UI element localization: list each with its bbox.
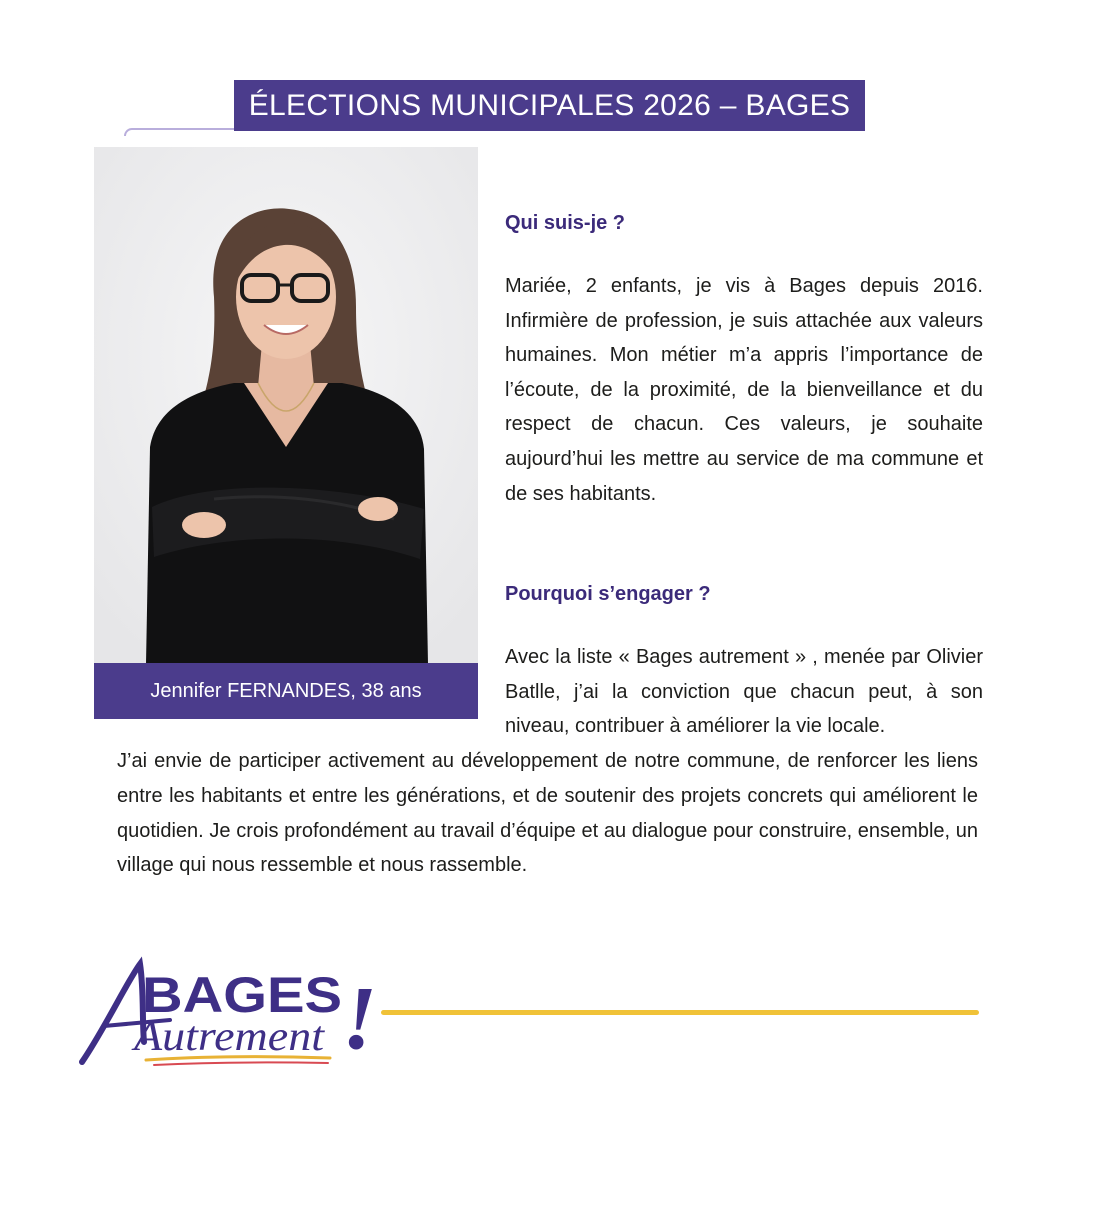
paragraph-pourquoi-continued: J’ai envie de participer activement au développement de notre commune, de renforcer les liens entre les habitants et entre les générations, et de soutenir des projets concrets qui améliorent le quotidien. Je crois profondément au travail d’équipe et au dialogue pour construire, ensemble, un village qui nous ressemble et nous rassemble. — [117, 750, 978, 877]
bages-autrement-logo — [74, 950, 384, 1080]
page-title: ÉLECTIONS MUNICIPALES 2026 – BAGES — [234, 80, 865, 131]
logo-word-bages: BAGES — [142, 967, 342, 1023]
heading-qui-suis-je: Qui suis-je ? — [505, 212, 626, 234]
paragraph-qui-suis-je: Mariée, 2 enfants, je vis à Bages depuis 2016. Infirmière de profession, je suis attachée aux valeurs humaines. Mon métier m’a appris l’importance de l’écoute, de la proximité, de la bienveillance et du respect de chacun. Ces valeurs, je souhaite aujourd’hui les mettre au service de ma commune et de ses habitants. — [505, 275, 983, 505]
heading-pourquoi: Pourquoi s’engager ? — [505, 583, 711, 605]
paragraph-pourquoi-intro: Avec la liste « Bages autrement » , menée par Olivier Batlle, j’ai la conviction que chacun peut, à son niveau, contribuer à améliorer la vie locale. — [505, 646, 983, 738]
logo-exclamation: ! — [342, 969, 378, 1068]
portrait-illustration — [94, 147, 478, 664]
title-underline — [124, 128, 238, 136]
decorative-gold-line — [381, 1010, 979, 1015]
candidate-caption: Jennifer FERNANDES, 38 ans — [94, 663, 478, 719]
candidate-photo — [94, 147, 478, 664]
logo-graphic — [74, 950, 384, 1080]
logo-word-autrement: Autrement — [130, 1014, 326, 1060]
